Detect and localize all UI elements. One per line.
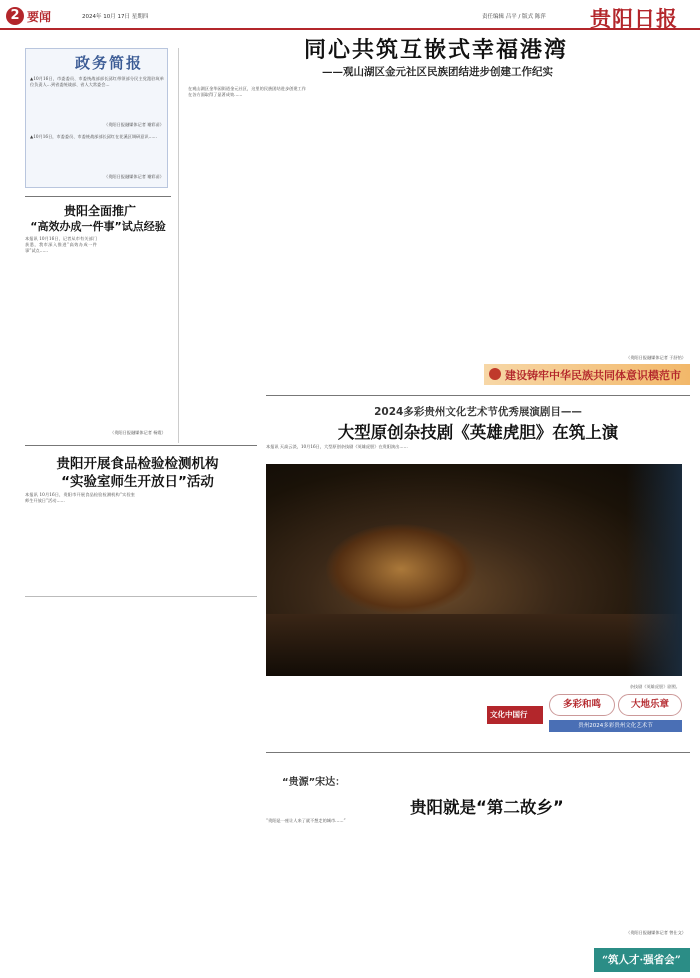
issue-date: 2024年 10月 17日 星期四 <box>82 14 149 20</box>
footer-ad-text: “筑人才·强省会” <box>602 954 681 966</box>
opera-headline: 大型原创杂技剧《英雄虎胆》在筑上演 <box>337 423 619 442</box>
recruit-body: “贵阳是一座让人来了就不想走的城市……” <box>266 818 346 823</box>
recruit-headline: 贵阳就是“第二故乡” <box>410 798 564 817</box>
main-body-col4 <box>562 86 687 356</box>
article-body-col2 <box>143 492 253 592</box>
divider <box>25 596 257 597</box>
article-source: （贵阳日报融媒体记者 杨霞） <box>110 430 166 435</box>
brief-item: ▲10月16日，市委委员、市委统战部部长邱红在花溪区调研意识…… <box>30 134 157 139</box>
festival-logo-left: 文化中国行 <box>490 710 528 719</box>
brief-source: （贵阳日报融媒体记者 谢彩苗） <box>104 174 164 179</box>
article-body: 本报讯 10月16日，贵阳市开展食品检验检测机构“实验室师生开放日”活动…… <box>25 492 135 504</box>
opera-kicker: 2024多彩贵州文化艺术节优秀展演剧目—— <box>374 406 582 418</box>
article-continuation-col2 <box>143 602 253 972</box>
article-title-line1: 贵阳开展食品检验检测机构 <box>56 456 219 472</box>
opera-body: 本报讯 天高云淡，10月16日，大型原创杂技剧《英雄虎胆》在贵阳演出…… <box>266 444 408 449</box>
main-headline: 同心共筑互嵌式幸福港湾 <box>303 38 568 63</box>
section-name: 要闻 <box>27 10 52 24</box>
article-title-line2: “实验室师生开放日”活动 <box>61 474 214 490</box>
recruit-source: （贵阳日报融媒体记者 曾仕文） <box>626 930 686 935</box>
recruit-kicker: “贵源”宋达： <box>282 777 346 788</box>
editor-credits: 责任编辑 吕平 / 版式 陈萍 <box>482 14 546 20</box>
opera-body-col1 <box>266 682 366 746</box>
briefs-title: 政务简报 <box>75 54 144 72</box>
divider <box>25 196 171 197</box>
festival-logo-sub: 贵州2024多彩贵州文化艺术节 <box>549 720 682 732</box>
brief-source: （贵阳日报融媒体记者 谢彩苗） <box>104 122 164 127</box>
article-title-line1: 贵阳全面推广 <box>63 204 136 218</box>
festival-logo-mid: 多彩和鸣 <box>549 694 615 716</box>
slogan-banner-text: 建设铸牢中华民族共同体意识模范市 <box>505 369 681 382</box>
stage-photo <box>266 464 682 676</box>
column-divider <box>178 48 179 443</box>
recruit-body-col4 <box>584 818 686 944</box>
main-body-col3 <box>437 86 555 356</box>
main-body-col2 <box>312 86 430 356</box>
paper-logo: 贵阳日报 <box>590 6 678 31</box>
article-continuation <box>25 602 135 972</box>
brief-item: ▲10月16日，市委委员、市委统战部部长邱红带领部分民主党派驻筑单位负责人…到省委统战部、省人大常委会… <box>30 76 164 88</box>
recruit-body-col3 <box>478 818 578 968</box>
opera-body-col2 <box>372 682 480 746</box>
page-number: 2 <box>6 7 24 25</box>
article-body: 本报讯 10月16日，记者从市有关部门获悉，我市深入推进“高效办成一件事”试点…… <box>25 236 97 254</box>
article-body-col2 <box>102 236 174 436</box>
article-title-line2: “高效办成一件事”试点经验 <box>30 220 166 233</box>
photo-caption: 杂技剧《英雄虎胆》剧照。 <box>629 684 680 689</box>
festival-logo-right: 大地乐章 <box>618 694 682 716</box>
divider <box>266 395 690 396</box>
festival-logo <box>487 692 682 738</box>
divider <box>266 752 690 753</box>
main-source: （贵阳日报融媒体记者 于舒怡） <box>626 355 686 360</box>
main-body: 在观山湖区金华园街道金元社区，这里的民族团结进步创建工作在各方面取得了显著成效…… <box>188 86 306 98</box>
recruit-body-col2 <box>372 818 472 968</box>
main-subheadline: ——观山湖区金元社区民族团结进步创建工作纪实 <box>322 66 553 78</box>
star-emblem-icon <box>489 368 501 380</box>
divider <box>25 445 257 446</box>
